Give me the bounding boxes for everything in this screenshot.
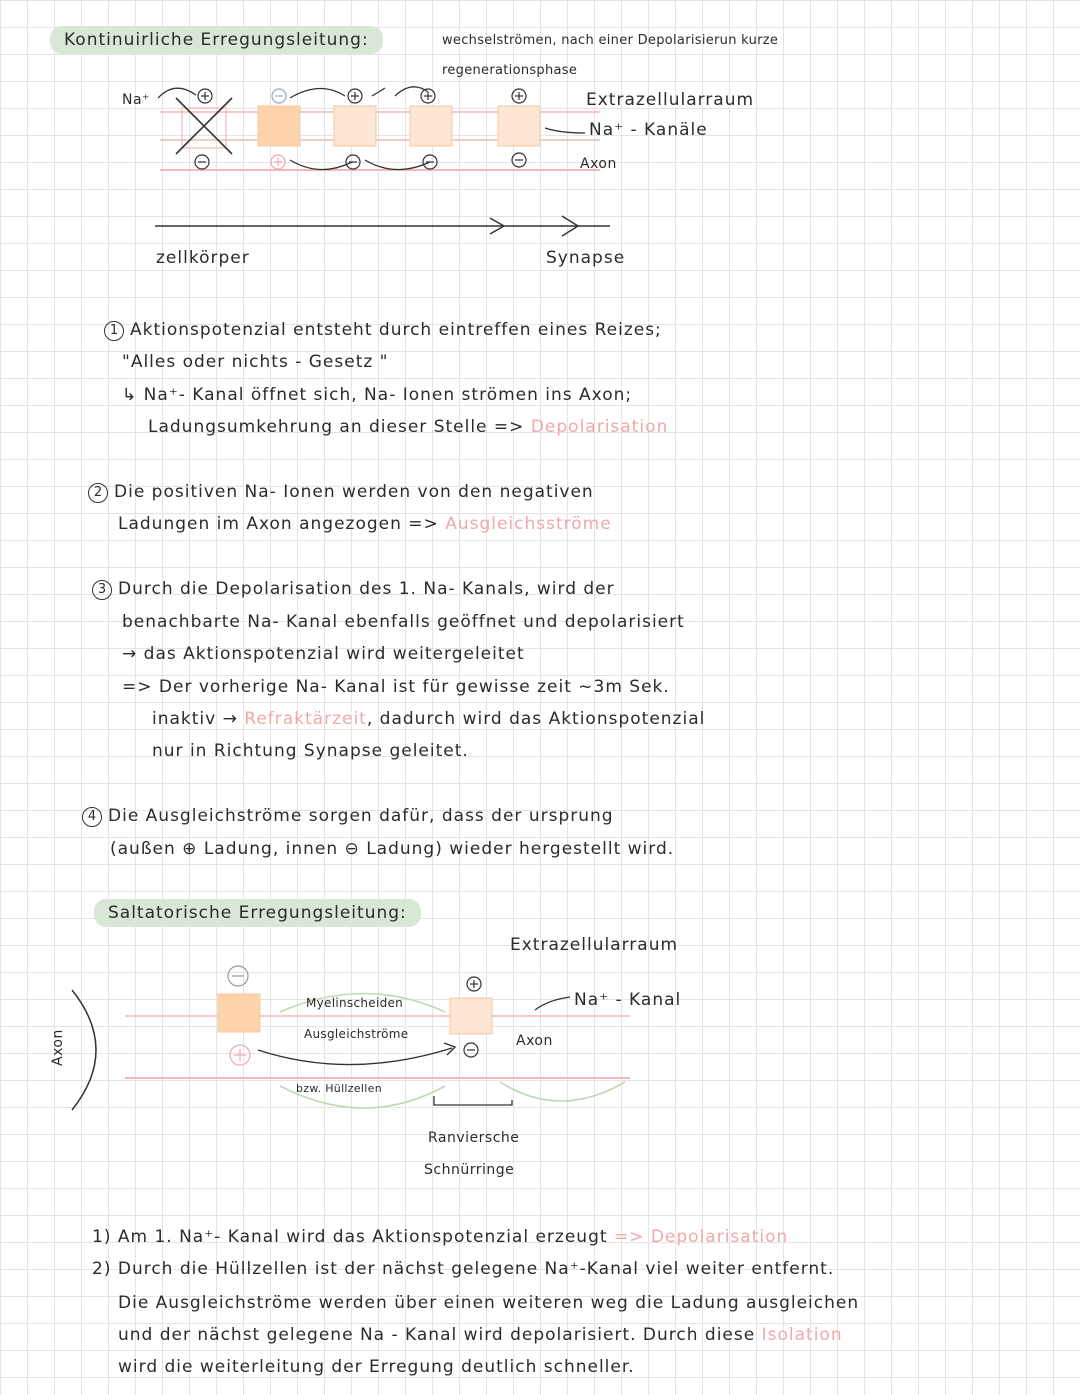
note-line-2: regenerationsphase (442, 63, 578, 78)
axon-label: Axon (580, 156, 617, 172)
step-3-line-4: => Der vorherige Na- Kanal ist für gewisse zeit ~3m Sek. (122, 677, 670, 697)
final-item-2-line-3: und der nächst gelegene Na - Kanal wird depolarisiert. Durch diese Isolation (118, 1325, 843, 1345)
step-1-line-3: ↳ Na⁺- Kanal öffnet sich, Na- Ionen strömen ins Axon; (122, 385, 633, 405)
ausgleich-arrow (258, 1048, 452, 1065)
axon-label-2: Axon (516, 1033, 553, 1049)
myelin-label: Myelinscheiden (306, 996, 404, 1010)
myelin-bottom-2 (500, 1082, 625, 1101)
final-item-1: 1) Am 1. Na⁺- Kanal wird das Aktionspotenzial erzeugt => Depolarisation (92, 1227, 789, 1247)
na-channel-label: Na⁺ - Kanal (574, 990, 682, 1010)
huellzellen-label: bzw. Hüllzellen (296, 1082, 382, 1095)
node-channel-next (450, 998, 492, 1034)
axon-left-label: Axon (50, 1029, 66, 1066)
step-4-line-1: 4 Die Ausgleichströme sorgen dafür, dass der ursprung (82, 806, 614, 827)
final-item-2-line-4: wird die weiterleitung der Erregung deutlich schneller. (118, 1357, 635, 1377)
step-number: 4 (82, 807, 102, 827)
step-3-line-3: → das Aktionspotenzial wird weitergeleitet (122, 644, 525, 664)
refraktaerzeit-term: Refraktärzeit (244, 709, 367, 729)
step-number: 3 (92, 580, 112, 600)
axon-brace (72, 990, 96, 1110)
step-3-line-5: inaktiv → Refraktärzeit, dadurch wird das Aktionspotenzial (152, 709, 706, 729)
step-3-line-6: nur in Richtung Synapse geleitet. (152, 741, 469, 761)
step-4-line-2: (außen ⊕ Ladung, innen ⊖ Ladung) wieder hergestellt wird. (110, 839, 675, 859)
depolarisation-term: Depolarisation (530, 417, 669, 437)
step-1-line-4: Ladungsumkehrung an dieser Stelle => Depolarisation (148, 417, 669, 437)
section1-title: Kontinuirliche Erregungsleitung: (50, 26, 383, 54)
step-3-line-2: benachbarte Na- Kanal ebenfalls geöffnet und depolarisiert (122, 612, 685, 632)
ranvier-label-1: Ranviersche (428, 1130, 520, 1146)
isolation-term: Isolation (761, 1325, 843, 1345)
step-2-line-1: 2 Die positiven Na- Ionen werden von den negativen (88, 482, 594, 503)
step-2-line-2: Ladungen im Axon angezogen => Ausgleichsströme (118, 514, 612, 534)
ausgleich-label: Ausgleichströme (304, 1027, 409, 1041)
step-number: 1 (104, 321, 124, 341)
step-3-line-1: 3 Durch die Depolarisation des 1. Na- Kanals, wird der (92, 579, 615, 600)
note-line-1: wechselströmen, nach einer Depolarisierun kurze (442, 33, 779, 48)
step-1-line-1: 1 Aktionspotenzial entsteht durch eintreffen eines Reizes; (104, 320, 662, 341)
step-number: 2 (88, 483, 108, 503)
section2-title: Saltatorische Erregungsleitung: (94, 899, 421, 927)
channel-pointer (535, 997, 570, 1010)
final-depolarisation-term: => Depolarisation (613, 1227, 789, 1247)
final-item-2-line-2: Die Ausgleichströme werden über einen weiteren weg die Ladung ausgleichen (118, 1293, 860, 1313)
step-1-line-2: "Alles oder nichts - Gesetz " (122, 352, 389, 372)
extracellular-label-2: Extrazellularraum (510, 935, 679, 955)
ranvier-label-2: Schnürringe (424, 1162, 515, 1178)
final-item-2-line-1: 2) Durch die Hüllzellen ist der nächst gelegene Na⁺-Kanal viel weiter entfernt. (92, 1259, 835, 1279)
ranvier-bracket (434, 1096, 512, 1105)
ausgleichsstroeme-term: Ausgleichsströme (445, 514, 612, 534)
na-plus-label: Na⁺ (122, 92, 150, 108)
zellkoerper-label: zellkörper (156, 248, 250, 268)
node-channel-active (218, 994, 260, 1032)
synapse-label: Synapse (546, 248, 626, 268)
na-channels-label: Na⁺ - Kanäle (589, 120, 708, 140)
extracellular-label: Extrazellularraum (586, 90, 755, 110)
